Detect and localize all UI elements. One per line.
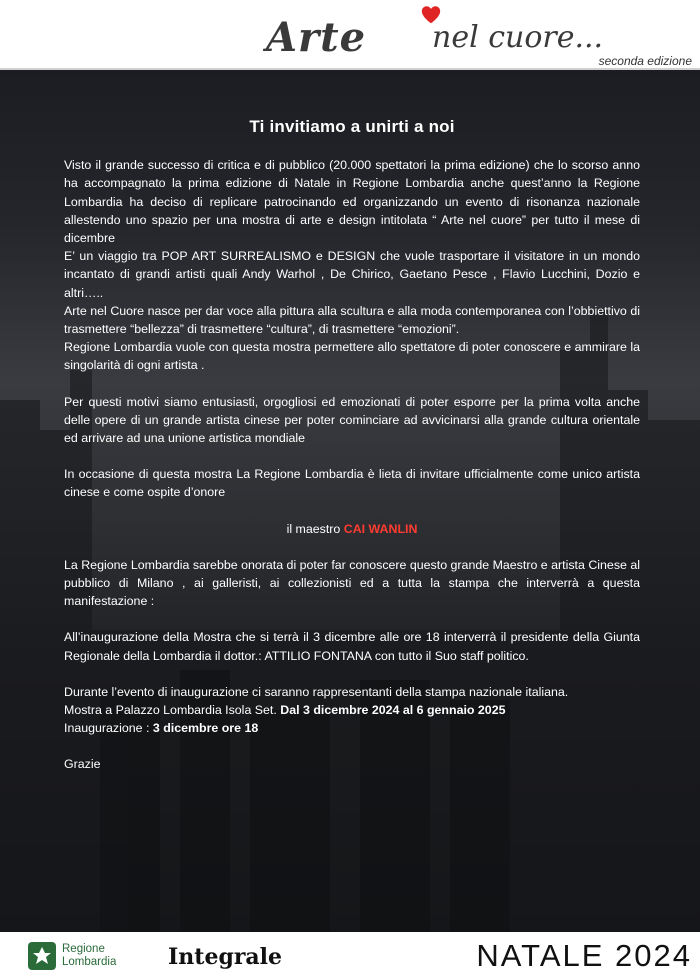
paragraph-mission: Arte nel Cuore nasce per dar voce alla pittura alla scultura e alla moda contemporanea con l’obbiettivo di trasmettere “bellezza” di trasmettere “cultura”, di trasmettere “emozioni”.: [64, 303, 640, 337]
logo-arte-text: Arte: [266, 14, 367, 61]
closing-text: Grazie: [64, 757, 101, 772]
paragraph-intro: Visto il grande successo di critica e di pubblico (20.000 spettatori la prima edizione) che lo scorso anno ha accompagnato la prima edizione di Natale in Regione Lombardia anche quest’anno la Regione Lombardia ha deciso di replicare patrocinando ed organizzando un evento di risonanza nazionale allestendo uno spazio per una mostra di arte e design intitolata “ Arte nel cuore” per tutto il mese di dicembre: [64, 158, 640, 246]
regione-line1: Regione: [62, 943, 105, 955]
paragraph-regione: Regione Lombardia vuole con questa mostra permettere allo spettatore di poter conoscere e ammirare la singolarità di ogni artista .: [64, 340, 640, 373]
inauguration-date: 3 dicembre ore 18: [152, 721, 259, 736]
logo-rest-text: nel cuore...: [432, 20, 604, 55]
paragraph-journey: E’ un viaggio tra POP ART SURREALISMO e DESIGN che vuole trasportare il visitatore in un mondo incantato di grandi artisti quali Andy Warhol , De Chirico, Gaetano Pesce , Flavio Lucchini, Dozio e altri…..: [64, 249, 640, 300]
paragraph-invite: In occasione di questa mostra La Regione Lombardia è lieta di invitare ufficialmente come unico artista cinese e come ospite d’onore: [64, 467, 640, 500]
page-title: Ti invitiamo a unirti a noi: [249, 117, 455, 136]
paragraph-honour: La Regione Lombardia sarebbe onorata di poter far conoscere questo grande Maestro e artista Cinese al pubblico di Milano , ai galleristi, ai collezionisti ed a tutta la stampa che interverrà a questa manifestazione :: [64, 557, 640, 609]
footer: [0, 932, 700, 979]
maestro-line: [64, 520, 640, 538]
arte-nel-cuore-logo: [262, 4, 692, 68]
paragraph-inauguration: All’inaugurazione della Mostra che si terrà il 3 dicembre alle ore 18 interverrà il presidente della Giunta Regionale della Lombardia il dottor.: ATTILIO FONTANA con tutto il Suo staff politico.: [64, 630, 640, 663]
maestro-prefix: il maestro: [286, 521, 344, 536]
edition-label: seconda edizione: [598, 54, 692, 68]
venue-line: [64, 701, 640, 719]
invitation-body: [0, 70, 700, 932]
venue-dates: Dal 3 dicembre 2024 al 6 gennaio 2025: [280, 703, 506, 718]
paragraph-motives: Per questi motivi siamo entusiasti, orgogliosi ed emozionati di poter esporre per la prima volta anche delle opere di un grande artista cinese per poter cominciare ad avvicinarsi alla grande cultura orientale ed arrivare ad una unione artistica mondiale: [64, 394, 640, 446]
regione-lombardia-logo-icon: [28, 942, 56, 970]
invitation-content: [64, 118, 640, 774]
paragraph-press: Durante l’evento di inaugurazione ci saranno rappresentanti della stampa nazionale italiana.: [64, 684, 569, 699]
header: [0, 0, 700, 69]
regione-lombardia-text: [62, 943, 116, 969]
maestro-name: CAI WANLIN: [343, 521, 418, 536]
natale-2024-label: NATALE 2024: [476, 938, 692, 973]
inauguration-prefix: Inaugurazione :: [64, 721, 153, 736]
regione-line2: Lombardia: [62, 956, 117, 968]
venue-prefix: Mostra a Palazzo Lombardia Isola Set.: [64, 703, 281, 718]
integrale-logo: Integrale: [168, 944, 283, 970]
inauguration-line: [64, 719, 640, 737]
